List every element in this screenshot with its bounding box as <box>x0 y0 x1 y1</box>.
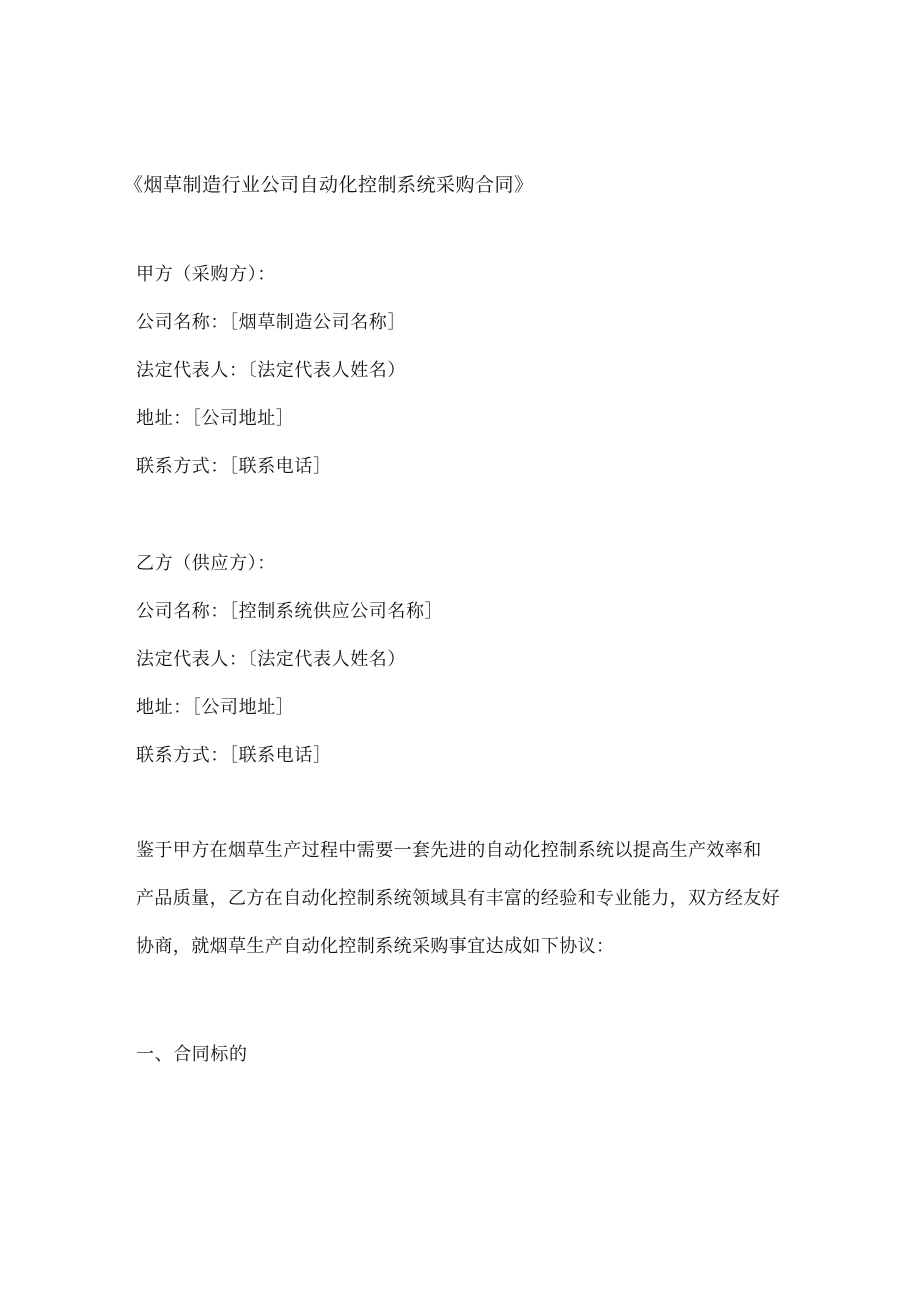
party-b-heading: 乙方（供应方）： <box>136 553 276 574</box>
party-b-block <box>136 552 443 792</box>
party-b-address: 地址：［公司地址］ <box>136 697 295 718</box>
preamble-line: 协商，就烟草生产自动化控制系统采购事宜达成如下协议： <box>136 936 615 957</box>
preamble-line: 鉴于甲方在烟草生产过程中需要一套先进的自动化控制系统以提高生产效率和 <box>136 840 762 861</box>
party-a-block <box>136 263 406 503</box>
preamble-paragraph <box>136 838 796 982</box>
contract-title: 《烟草制造行业公司自动化控制系统采购合同》 <box>124 174 534 196</box>
party-a-address: 地址：［公司地址］ <box>136 408 295 429</box>
party-a-legal-representative: 法定代表人：〔法定代表人姓名） <box>136 360 406 381</box>
party-b-legal-representative: 法定代表人：〔法定代表人姓名） <box>136 649 406 670</box>
party-a-heading: 甲方（采购方）： <box>136 264 276 285</box>
party-a-company-name: 公司名称：［烟草制造公司名称］ <box>136 312 406 333</box>
party-b-contact: 联系方式：［联系电话］ <box>136 745 332 766</box>
party-a-contact: 联系方式：［联系电话］ <box>136 456 332 477</box>
section-1-heading: 一、合同标的 <box>136 1044 248 1065</box>
party-b-company-name: 公司名称：［控制系统供应公司名称］ <box>136 601 444 622</box>
preamble-line: 产品质量，乙方在自动化控制系统领域具有丰富的经验和专业能力，双方经友好 <box>136 888 780 909</box>
